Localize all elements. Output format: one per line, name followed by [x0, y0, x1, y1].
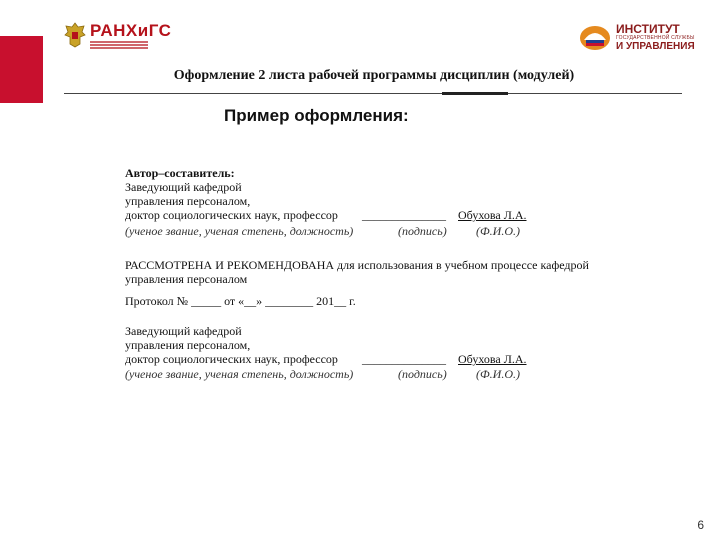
head-line-2: управления персоналом, [125, 338, 251, 352]
approval-protocol: Протокол № _____ от «__» ________ 201__ г. [125, 294, 356, 308]
head-name: Обухова Л.А. [458, 352, 527, 366]
institute-logo [578, 22, 695, 52]
approval-department: управления персоналом [125, 272, 248, 286]
author-caption-signature: (подпись) [398, 224, 447, 238]
institute-logo-line2: ГОСУДАРСТВЕННОЙ СЛУЖБЫ [616, 34, 695, 41]
slide-title: Оформление 2 листа рабочей программы дисциплин (модулей) [173, 68, 575, 83]
page-number: 6 [697, 518, 704, 532]
author-name: Обухова Л.А. [458, 208, 527, 222]
approval-heading-rest: для использования в учебном процессе кафедрой [334, 258, 589, 272]
author-signature-blank: ______________ [362, 208, 446, 222]
author-line-2: управления персоналом, [125, 194, 251, 208]
institute-logo-line3: И УПРАВЛЕНИЯ [616, 40, 695, 52]
eagle-emblem-icon [64, 21, 86, 49]
head-line-1: Заведующий кафедрой [125, 324, 242, 338]
author-block [125, 166, 338, 222]
head-caption-name: (Ф.И.О.) [476, 367, 520, 381]
red-accent-bar [0, 36, 43, 103]
author-heading: Автор–составитель: [125, 166, 235, 180]
author-caption-position: (ученое звание, ученая степень, должность) [125, 224, 354, 238]
title-divider [64, 93, 682, 94]
head-caption-position: (ученое звание, ученая степень, должность) [125, 367, 354, 381]
institute-logo-line1: ИНСТИТУТ [616, 21, 680, 36]
author-caption-name: (Ф.И.О.) [476, 224, 520, 238]
approval-heading-caps: РАССМОТРЕНА И РЕКОМЕНДОВАНА [125, 258, 335, 272]
head-line-3: доктор социологических наук, профессор [125, 352, 338, 366]
title-divider-accent [442, 92, 508, 95]
approval-heading [125, 258, 589, 272]
head-caption-signature: (подпись) [398, 367, 447, 381]
ranepa-logo-text: РАНХиГС [90, 20, 172, 40]
ranepa-logo [64, 20, 171, 50]
author-line-3: доктор социологических наук, профессор [125, 208, 338, 222]
head-signature-blank: ______________ [362, 352, 446, 366]
sample-heading: Пример оформления: [224, 106, 409, 125]
dome-emblem-icon [578, 22, 612, 52]
head-block [125, 324, 338, 366]
logo-subtitle-lines [90, 41, 171, 49]
approval-block [125, 258, 589, 308]
author-line-1: Заведующий кафедрой [125, 180, 242, 194]
